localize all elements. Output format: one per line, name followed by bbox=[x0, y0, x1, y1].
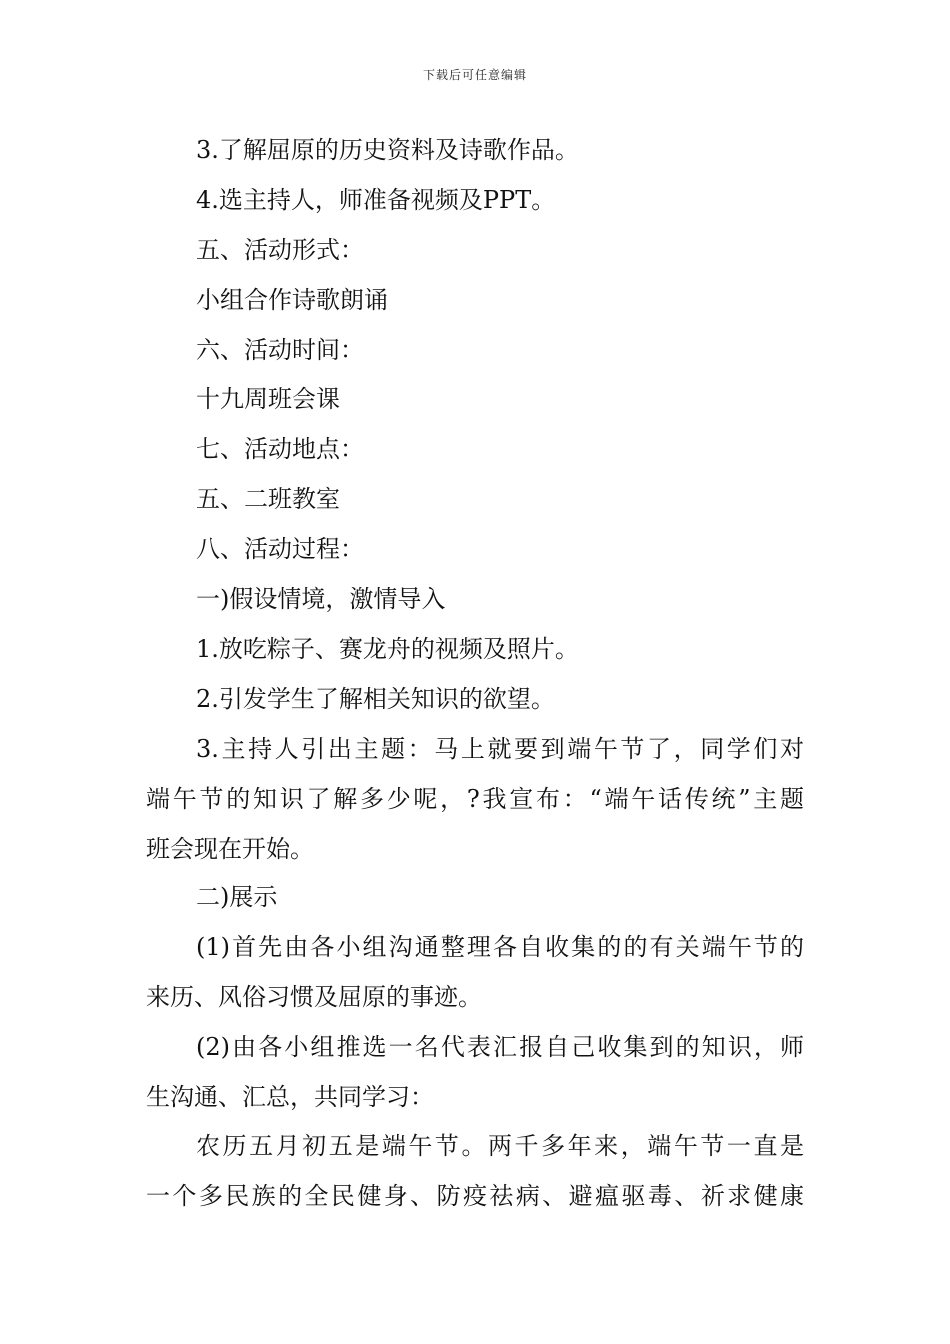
paragraph-line: 3.了解屈原的历史资料及诗歌作品。 bbox=[196, 136, 579, 164]
paragraph-line: 端午节的知识了解多少呢，?我宣布：“端午话传统”主题 bbox=[146, 785, 804, 813]
paragraph-line: 3.主持人引出主题：马上就要到端午节了，同学们对 bbox=[196, 735, 804, 763]
paragraph-line: 小组合作诗歌朗诵 bbox=[196, 286, 388, 314]
subsection-heading: 一)假设情境，激情导入 bbox=[196, 585, 446, 613]
page-header: 下载后可任意编辑 bbox=[422, 68, 527, 82]
paragraph-line: (2)由各小组推选一名代表汇报自己收集到的知识，师 bbox=[196, 1033, 804, 1061]
paragraph-line: 班会现在开始。 bbox=[146, 835, 314, 863]
paragraph-line: 农历五月初五是端午节。两千多年来，端午节一直是 bbox=[196, 1132, 804, 1160]
paragraph-line: 生沟通、汇总，共同学习： bbox=[146, 1083, 434, 1111]
paragraph-line: (1)首先由各小组沟通整理各自收集的的有关端午节的 bbox=[196, 933, 804, 961]
subsection-heading: 二)展示 bbox=[196, 883, 278, 911]
section-heading: 七、活动地点： bbox=[196, 435, 364, 463]
paragraph-line: 一个多民族的全民健身、防疫祛病、避瘟驱毒、祈求健康 bbox=[146, 1182, 804, 1210]
paragraph-line: 2.引发学生了解相关知识的欲望。 bbox=[196, 685, 555, 713]
paragraph-line: 五、二班教室 bbox=[196, 485, 340, 513]
paragraph-line: 4.选主持人，师准备视频及PPT。 bbox=[196, 186, 556, 214]
paragraph-line: 1.放吃粽子、赛龙舟的视频及照片。 bbox=[196, 635, 579, 663]
section-heading: 六、活动时间： bbox=[196, 336, 364, 364]
section-heading: 五、活动形式： bbox=[196, 236, 364, 264]
paragraph-line: 来历、风俗习惯及屈原的事迹。 bbox=[146, 983, 482, 1011]
section-heading: 八、活动过程： bbox=[196, 535, 364, 563]
paragraph-line: 十九周班会课 bbox=[196, 385, 340, 413]
